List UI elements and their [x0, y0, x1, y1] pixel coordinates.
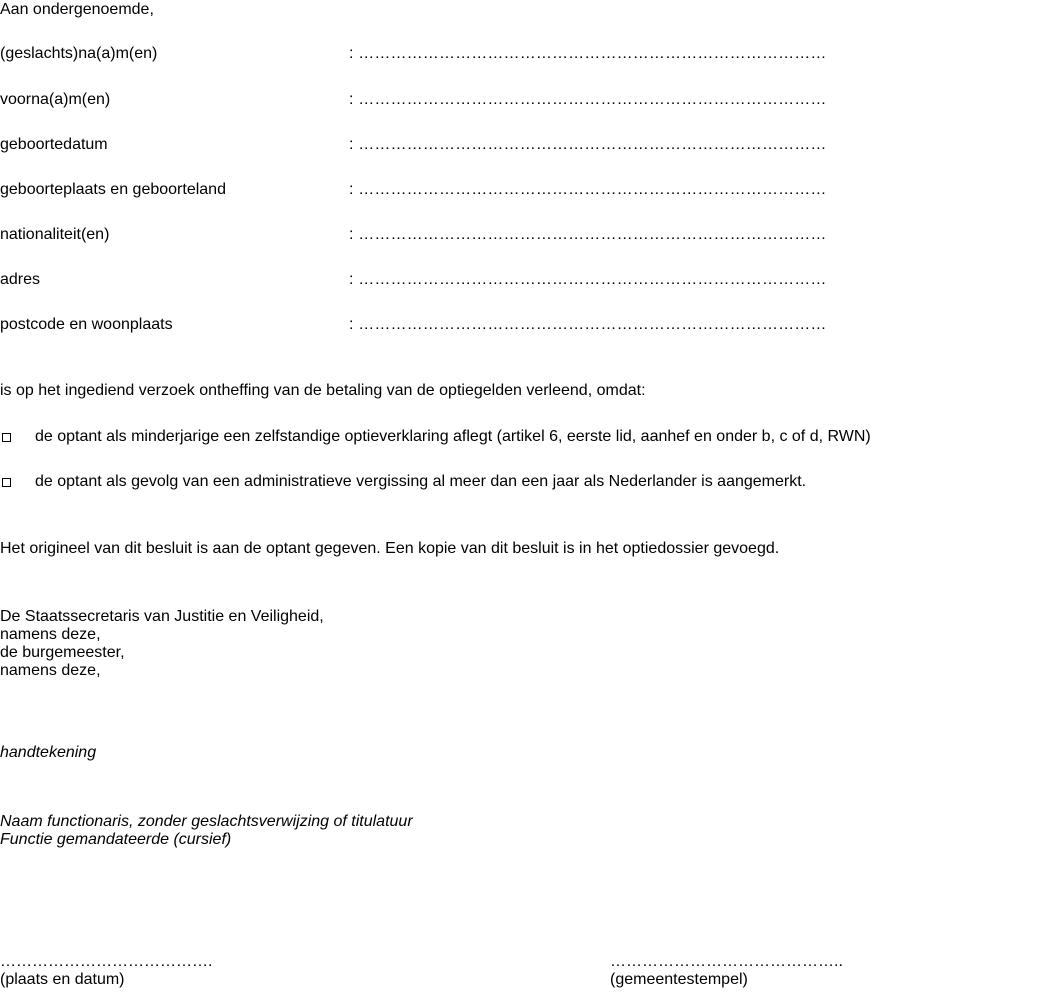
official-name: Naam functionaris, zonder geslachtsverwijzing of titulatuur [0, 813, 413, 830]
field-value-surname[interactable]: : …………………………………………………………………………… [349, 45, 827, 62]
authority-line-2: namens deze, [0, 626, 101, 643]
intro-text: Aan ondergenoemde, [0, 1, 154, 18]
option-error-text: de optant als gevolg van een administratieve vergissing al meer dan een jaar als Nederlander is aangemerkt. [35, 473, 807, 490]
field-value-birthplace[interactable]: : …………………………………………………………………………… [349, 181, 827, 198]
field-label-birthdate: geboortedatum [0, 136, 108, 153]
field-value-nationality[interactable]: : …………………………………………………………………………… [349, 226, 827, 243]
field-label-postcode: postcode en woonplaats [0, 316, 173, 333]
field-label-nationality: nationaliteit(en) [0, 226, 110, 243]
field-label-firstname: voorna(a)m(en) [0, 91, 111, 108]
option-minor-text: de optant als minderjarige een zelfstandige optieverklaring aflegt (artikel 6, eerste lid, aanhef en onder b, c of d, RWN) [35, 428, 871, 445]
stamp-dots[interactable]: …………………………………….. [610, 953, 843, 970]
checkbox-error-option[interactable] [2, 478, 11, 487]
original-note: Het origineel van dit besluit is aan de optant gegeven. Een kopie van dit besluit is in het optiedossier gevoegd. [0, 540, 780, 557]
field-value-address[interactable]: : …………………………………………………………………………… [349, 271, 827, 288]
field-value-birthdate[interactable]: : …………………………………………………………………………… [349, 136, 827, 153]
decision-text: is op het ingediend verzoek ontheffing van de betaling van de optiegelden verleend, omdat: [0, 382, 646, 399]
place-date-label: (plaats en datum) [0, 971, 125, 988]
signature-label: handtekening [0, 744, 97, 761]
field-value-firstname[interactable]: : …………………………………………………………………………… [349, 91, 827, 108]
field-label-surname: (geslachts)na(a)m(en) [0, 45, 158, 62]
stamp-label: (gemeentestempel) [610, 971, 748, 988]
field-value-postcode[interactable]: : …………………………………………………………………………… [349, 316, 827, 333]
place-date-dots[interactable]: …………………………………. [0, 953, 213, 970]
authority-line-3: de burgemeester, [0, 644, 125, 661]
checkbox-minor-option[interactable] [2, 433, 11, 442]
field-label-address: adres [0, 271, 41, 288]
field-label-birthplace: geboorteplaats en geboorteland [0, 181, 226, 198]
official-function: Functie gemandateerde (cursief) [0, 831, 232, 848]
authority-line-1: De Staatssecretaris van Justitie en Veiligheid, [0, 608, 324, 625]
authority-line-4: namens deze, [0, 662, 101, 679]
